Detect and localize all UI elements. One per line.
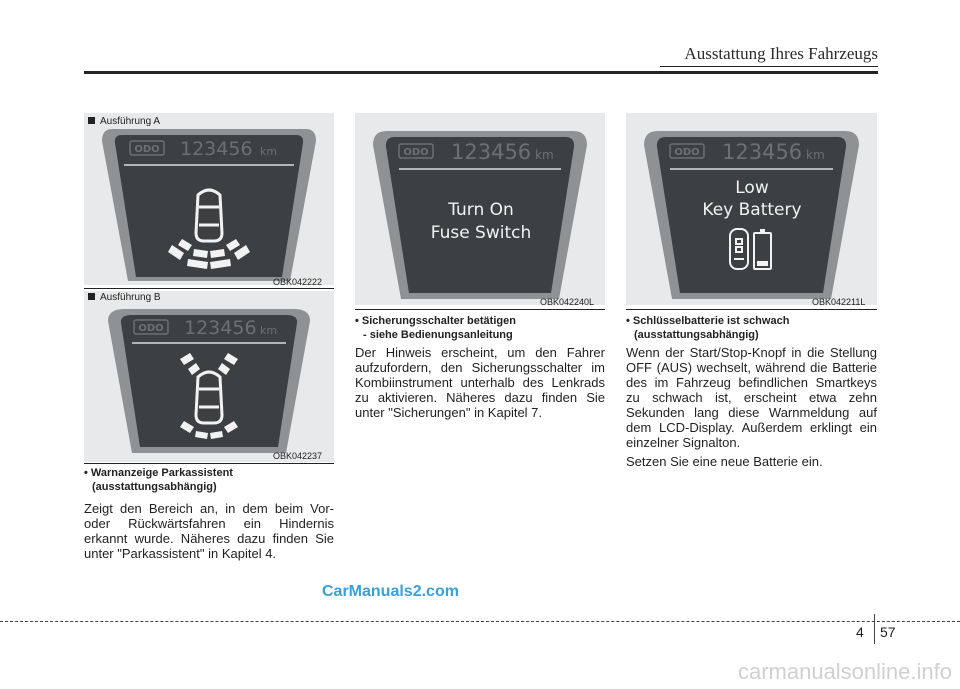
cluster-panel-b <box>84 291 334 462</box>
cluster-display-a <box>84 113 334 285</box>
variant-label-b: Ausführung B <box>88 292 161 303</box>
variant-label-a: Ausführung A <box>88 116 160 127</box>
paragraph: Der Hinweis erscheint, um den Fahrer aufzufordern, den Sicherungsschalter im Kombiinstrument unterhalb des Lenkrads zu aktivieren. Näheres dazu finden Sie unter "Sicherungen" in Kapitel 7. <box>355 345 605 420</box>
bullet-line: • Warnanzeige Parkassistent <box>84 467 233 479</box>
odo-unit: km <box>260 145 278 158</box>
panel-a-rule <box>84 288 334 289</box>
odo-reading: 123456 <box>184 317 257 339</box>
odo-label: ODO <box>138 323 164 334</box>
image-code-c: OBK042240L <box>540 297 595 307</box>
odo-unit: km <box>806 148 825 162</box>
fuse-switch-text <box>355 345 605 424</box>
display-message-line2: Fuse Switch <box>430 223 532 243</box>
odo-label: ODO <box>674 147 700 158</box>
header-rule-thin <box>660 66 878 67</box>
bullet-subline: (ausstattungsabhängig) <box>92 481 217 493</box>
paragraph: Setzen Sie eine neue Batterie ein. <box>626 454 823 469</box>
cluster-display-d <box>626 113 877 305</box>
cluster-panel-d <box>626 113 877 305</box>
bullet-subline: (ausstattungsabhängig) <box>634 329 759 341</box>
odo-label: ODO <box>403 147 429 158</box>
display-message-line2: Key Battery <box>702 200 802 220</box>
cluster-display-b <box>84 291 334 462</box>
page-header-title: Ausstattung Ihres Fahrzeugs <box>684 44 878 63</box>
bullet-line: • Sicherungsschalter betätigen <box>355 315 516 327</box>
odo-reading: 123456 <box>451 140 532 164</box>
odo-reading: 123456 <box>180 138 253 160</box>
paragraph: Zeigt den Bereich an, in dem beim Vor- oder Rückwärtsfahren ein Hindernis erkannt wurde. Näheres dazu finden Sie unter "Parkassistent" in Kapitel 4. <box>84 501 334 561</box>
bullet-subline: - siehe Bedienungsanleitung <box>363 329 513 341</box>
image-code-b: OBK042237 <box>273 451 323 461</box>
cluster-panel-a <box>84 113 334 285</box>
cluster-panel-c <box>355 113 605 305</box>
display-message-line1: Low <box>735 178 769 198</box>
odo-label: ODO <box>134 144 160 155</box>
square-bullet-icon <box>88 293 95 300</box>
footer-divider <box>874 614 875 644</box>
odo-unit: km <box>260 324 278 337</box>
image-code-d: OBK042211L <box>812 297 866 307</box>
image-code-a: OBK042222 <box>273 277 323 287</box>
panel-c-rule <box>355 309 605 310</box>
display-message-line1: Turn On <box>448 200 514 220</box>
key-battery-text <box>626 345 877 473</box>
panel-b-rule <box>84 463 334 464</box>
cluster-display-c <box>355 113 605 305</box>
square-bullet-icon <box>88 117 95 124</box>
odo-reading: 123456 <box>722 140 803 164</box>
paragraph: Wenn der Start/Stop-Knopf in die Stellung OFF (AUS) wechselt, während die Batterie des im Fahrzeug befindlichen Smartkeys zu schwach ist, erscheint etwa zehn Sekunden lang diese Warnmeldung auf dem LCD-Display. Außerdem erklingt ein einzelner Signalton. <box>626 345 877 450</box>
panel-d-rule <box>626 309 877 310</box>
fuse-switch-heading <box>355 314 605 342</box>
page-number: 57 <box>880 624 896 640</box>
bullet-line: • Schlüsselbatterie ist schwach <box>626 315 790 327</box>
key-battery-heading <box>626 314 877 342</box>
park-assist-heading <box>84 466 334 494</box>
header-rule <box>84 71 878 74</box>
chapter-number: 4 <box>856 624 864 640</box>
footer-dashed-rule <box>0 621 960 622</box>
watermark-link[interactable]: CarManuals2.com <box>322 583 459 600</box>
park-assist-text <box>84 501 334 565</box>
odo-unit: km <box>535 148 554 162</box>
site-watermark: carmanualsonline.info <box>737 659 952 684</box>
